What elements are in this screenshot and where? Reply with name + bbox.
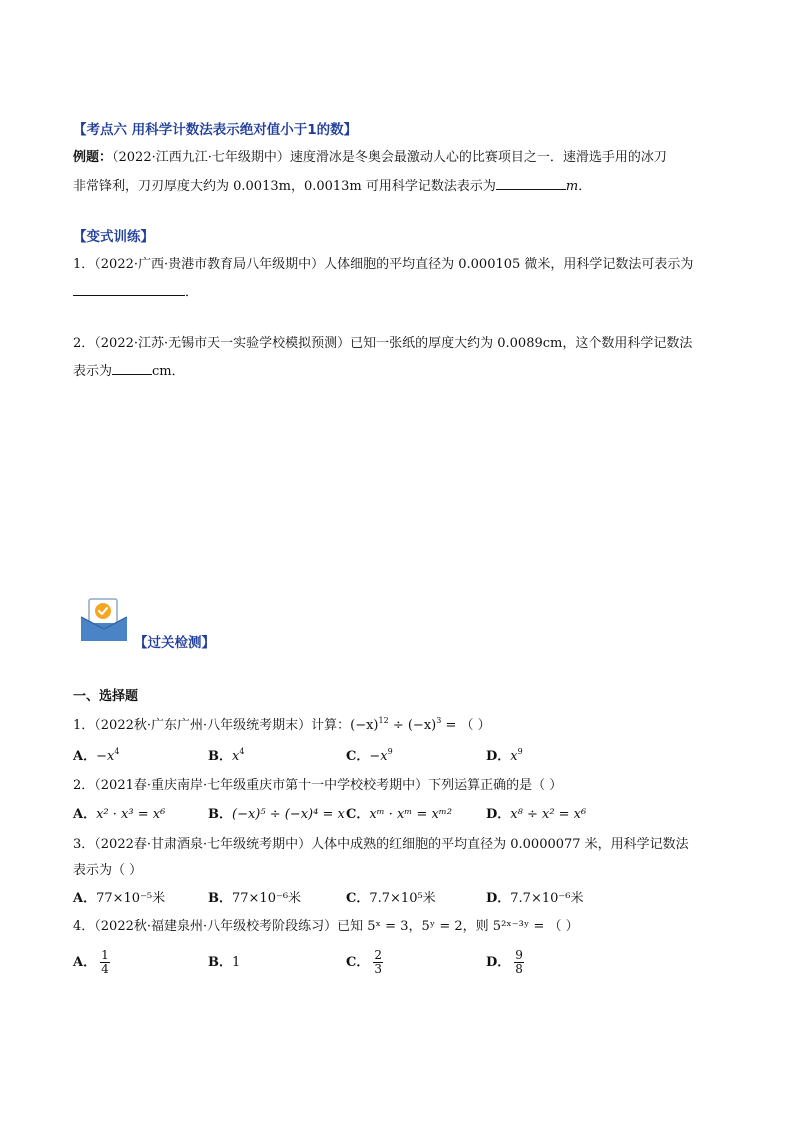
exp-a: 12	[378, 716, 389, 725]
example-line-1	[73, 149, 667, 167]
option-b[interactable]	[208, 748, 244, 766]
variant-heading: 【变式训练】	[73, 229, 154, 245]
fraction	[514, 949, 524, 976]
option-a[interactable]	[73, 890, 165, 908]
answer-blank[interactable]	[73, 282, 185, 296]
question-2-stem: 2．（2021春·重庆南岸·七年级重庆市第十一中学校校考期中）下列运算正确的是（ ）	[73, 778, 563, 793]
period: ．	[185, 285, 199, 300]
period: ．	[578, 179, 592, 194]
option-label: D．	[486, 749, 511, 764]
variant-q1-line1: 1．（2022·广西·贵港市教育局八年级期中）人体细胞的平均直径为 0.000105 微米，用科学记数法可表示为	[73, 257, 694, 272]
question-3-stem-2: 表示为（ ）	[73, 863, 143, 878]
option-text: 77×10⁻⁵米	[96, 891, 166, 906]
option-b[interactable]	[208, 948, 240, 978]
checklist-badge-icon	[79, 597, 129, 643]
option-label: B．	[208, 807, 232, 822]
option-a[interactable]	[73, 806, 165, 824]
question-3-stem: 3．（2022春·甘肃酒泉·七年级统考期中）人体中成熟的红细胞的平均直径为 0.0000077 米，用科学记数法	[73, 837, 689, 852]
option-label: C．	[346, 807, 370, 822]
denominator: 3	[374, 962, 382, 976]
option-label: B．	[208, 749, 232, 764]
option-text: x⁸ ÷ x² = x⁶	[510, 807, 587, 822]
example-text-2: 非常锋利，刀刃厚度大约为 0.0013m，0.0013m 可用科学记数法表示为	[73, 179, 496, 194]
option-text: xᵐ · xᵐ = xᵐ²	[369, 807, 453, 822]
exp-b: 3	[436, 716, 442, 725]
denominator: 4	[101, 962, 109, 976]
fraction	[100, 949, 110, 976]
option-d[interactable]	[486, 890, 583, 908]
option-label: B．	[208, 955, 232, 970]
unit-m: m	[565, 179, 579, 194]
option-text: 77×10⁻⁶米	[232, 891, 302, 906]
variant-q2-line1: 2．（2022·江苏·无锡市天一实验学校模拟预测）已知一张纸的厚度大约为 0.0089cm，这个数用科学记数法	[73, 336, 693, 351]
option-exp: 4	[239, 747, 245, 756]
option-label: C．	[346, 891, 370, 906]
option-label: B．	[208, 891, 232, 906]
numerator: 2	[374, 948, 382, 962]
option-text: 7.7×10⁵米	[369, 891, 436, 906]
option-label: C．	[346, 955, 370, 970]
answer-blank[interactable]	[496, 176, 566, 190]
denominator: 8	[515, 962, 523, 976]
checkpoint-title: 【过关检测】	[134, 635, 215, 651]
option-label: A．	[73, 807, 97, 822]
option-label: D．	[486, 891, 511, 906]
question-4-stem: 4．（2022秋·福建泉州·八年级校考阶段练习）已知 5ˣ = 3，5ʸ = 2，则 5²ˣ⁻³ʸ = （ ）	[73, 919, 579, 934]
option-label: A．	[73, 955, 97, 970]
option-text: 7.7×10⁻⁶米	[510, 891, 584, 906]
option-d[interactable]	[486, 748, 523, 766]
fraction	[373, 949, 383, 976]
option-base: x	[232, 749, 240, 764]
numerator: 9	[515, 948, 523, 962]
option-text: (−x)⁵ ÷ (−x)⁴ = x	[232, 807, 345, 822]
option-label: C．	[346, 749, 370, 764]
option-text: 1	[232, 955, 241, 970]
question-tail: = （ ）	[441, 718, 491, 733]
option-d[interactable]	[486, 948, 524, 978]
example-label: 例题：	[73, 150, 113, 165]
option-c[interactable]	[346, 890, 436, 908]
operator: ÷	[388, 718, 408, 733]
option-c[interactable]	[346, 806, 452, 824]
option-exp: 4	[114, 747, 120, 756]
option-label: D．	[486, 807, 511, 822]
option-c[interactable]	[346, 748, 393, 766]
question-text: 1．（2022秋·广东广州·八年级统考期末）计算：	[73, 718, 351, 733]
option-a[interactable]	[73, 748, 119, 766]
variant-q2-line2	[73, 361, 185, 381]
part-title: 一、选择题	[73, 689, 139, 704]
expr-a: (−x)	[350, 718, 379, 733]
option-exp: 9	[517, 747, 523, 756]
answer-blank[interactable]	[112, 361, 152, 375]
expr-b: (−x)	[407, 718, 437, 733]
option-label: A．	[73, 891, 97, 906]
option-label: A．	[73, 749, 97, 764]
section-heading: 【考点六 用科学计数法表示绝对值小于1的数】	[73, 122, 358, 138]
option-a[interactable]	[73, 948, 110, 978]
option-base: −x	[369, 749, 388, 764]
option-b[interactable]	[208, 890, 301, 908]
variant-q1-line2	[73, 282, 198, 302]
example-line-2	[73, 176, 591, 196]
variant-q2-unit: cm．	[152, 364, 185, 379]
option-exp: 9	[387, 747, 393, 756]
question-1-stem	[73, 717, 491, 735]
option-b[interactable]	[208, 806, 345, 824]
example-text-1: （2022·江西九江·七年级期中）速度滑冰是冬奥会最激动人心的比赛项目之一．速滑选手用的冰刀	[112, 150, 667, 165]
variant-q2-text: 表示为	[73, 364, 113, 379]
option-d[interactable]	[486, 806, 586, 824]
option-label: D．	[486, 955, 511, 970]
option-c[interactable]	[346, 948, 383, 978]
option-text: x² · x³ = x⁶	[96, 807, 166, 822]
option-base: x	[510, 749, 518, 764]
option-base: −x	[96, 749, 115, 764]
numerator: 1	[101, 948, 109, 962]
